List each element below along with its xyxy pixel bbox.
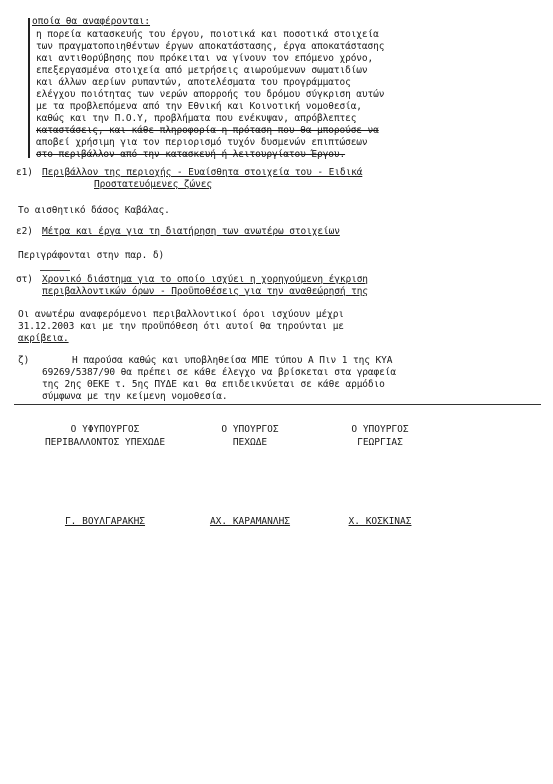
intro-line: και άλλων αερίων ρυπαντών, αποτελέσματα του προγράμματος <box>36 77 351 88</box>
section-body: Το αισθητικό δάσος Καβάλας. <box>18 205 170 216</box>
signatory-name: ΑΧ. ΚΑΡΑΜΑΝΛΗΣ <box>209 516 291 527</box>
scan-mark <box>40 270 70 271</box>
section-body: Η παρούσα καθώς και υποβληθείσα ΜΠΕ τύπου Α Πιν 1 της ΚΥΑ <box>72 355 393 366</box>
intro-line: αποβεί χρήσιμη για τον περιορισμό τυχόν δυσμενών επιπτώσεων <box>36 137 368 148</box>
section-label: ζ) <box>18 355 30 366</box>
section-body: ακρίβεια. <box>18 333 69 344</box>
intro-line: στο περιβάλλον από την κατασκευή ή λειτουργίατου Έργου. <box>36 149 346 160</box>
signatory-title: ΠΕΧΩΔΕ <box>232 437 268 448</box>
section-title: Μέτρα και έργα για τη διατήρηση των ανωτέρω στοιχείων <box>42 226 340 237</box>
intro-line: ελέγχου ποιότητας των νερών απορροής του δρόμου σύγκριση αυτών <box>36 89 385 100</box>
signatory-title: Ο ΥΠΟΥΡΓΟΣ <box>351 424 409 435</box>
section-label: ε2) <box>16 226 33 237</box>
left-margin-line <box>28 18 30 158</box>
section-body: Οι ανωτέρω αναφερόμενοι περιβαλλοντικοί όροι ισχύουν μέχρι <box>18 309 344 320</box>
section-body: της 2ης ΘΕΚΕ τ. 5ης ΠΥΔΕ και θα επιδεικνύεται σε κάθε αρμόδιο <box>42 379 385 390</box>
intro-line: και αντιθορύβησης που πρόκειται να γίνουν τον επόμενο χρόνο, <box>36 53 374 64</box>
signatory-title: Ο ΥΠΟΥΡΓΟΣ <box>221 424 279 435</box>
intro-line: οποία θα αναφέρονται: <box>32 16 151 27</box>
intro-line: η πορεία κατασκευής του έργου, ποιοτικά και ποσοτικά στοιχεία <box>36 29 379 40</box>
section-title: Χρονικό διάστημα για το οποίο ισχύει η χορηγούμενη έγκριση <box>42 274 368 285</box>
section-title: Προστατευόμενες ζώνες <box>94 179 213 190</box>
separator-line <box>14 404 541 405</box>
intro-line: καταστάσεις, και κάθε πληροφορία η πρόταση που θα μπορούσε να <box>36 125 379 136</box>
section-title: Περιβάλλον της περιοχής - Ευαίσθητα στοιχεία του - Ειδικά <box>42 167 363 178</box>
section-label: στ) <box>16 274 33 285</box>
section-body: 69269/5387/90 θα πρέπει σε κάθε έλεγχο να βρίσκεται στα γραφεία <box>42 367 397 378</box>
intro-line: με τα προβλεπόμενα από την Εθνική και Κοινοτική νομοθεσία, <box>36 101 362 112</box>
intro-line: επεξεργασμένα στοιχεία από μετρήσεις αιωρούμενων σωματιδίων <box>36 65 368 76</box>
intro-line: των πραγματοποιηθέντων έργων αποκατάστασης, έργα αποκατάστασης <box>36 41 385 52</box>
intro-line: καθώς και την Π.Ο.Υ, προβλήματα που ενέκυψαν, απρόβλεπτες <box>36 113 357 124</box>
signatory-title: Ο ΥΦΥΠΟΥΡΓΟΣ <box>70 424 140 435</box>
section-body: σύμφωνα με την κείμενη νομοθεσία. <box>42 391 228 402</box>
section-body: Περιγράφονται στην παρ. δ) <box>18 250 165 261</box>
section-body: 31.12.2003 και με την προϋπόθεση ότι αυτοί θα τηρούνται με <box>18 321 344 332</box>
signatory-title: ΠΕΡΙΒΑΛΛΟΝΤΟΣ ΥΠΕΧΩΔΕ <box>44 437 166 448</box>
section-title: περιβαλλοντικών όρων - Προϋποθέσεις για την αναθεώρησή της <box>42 286 368 297</box>
signatory-name: Χ. ΚΟΣΚΙΝΑΣ <box>348 516 412 527</box>
signatory-name: Γ. ΒΟΥΛΓΑΡΑΚΗΣ <box>64 516 146 527</box>
signatory-title: ΓΕΩΡΓΙΑΣ <box>357 437 403 448</box>
section-label: ε1) <box>16 167 33 178</box>
